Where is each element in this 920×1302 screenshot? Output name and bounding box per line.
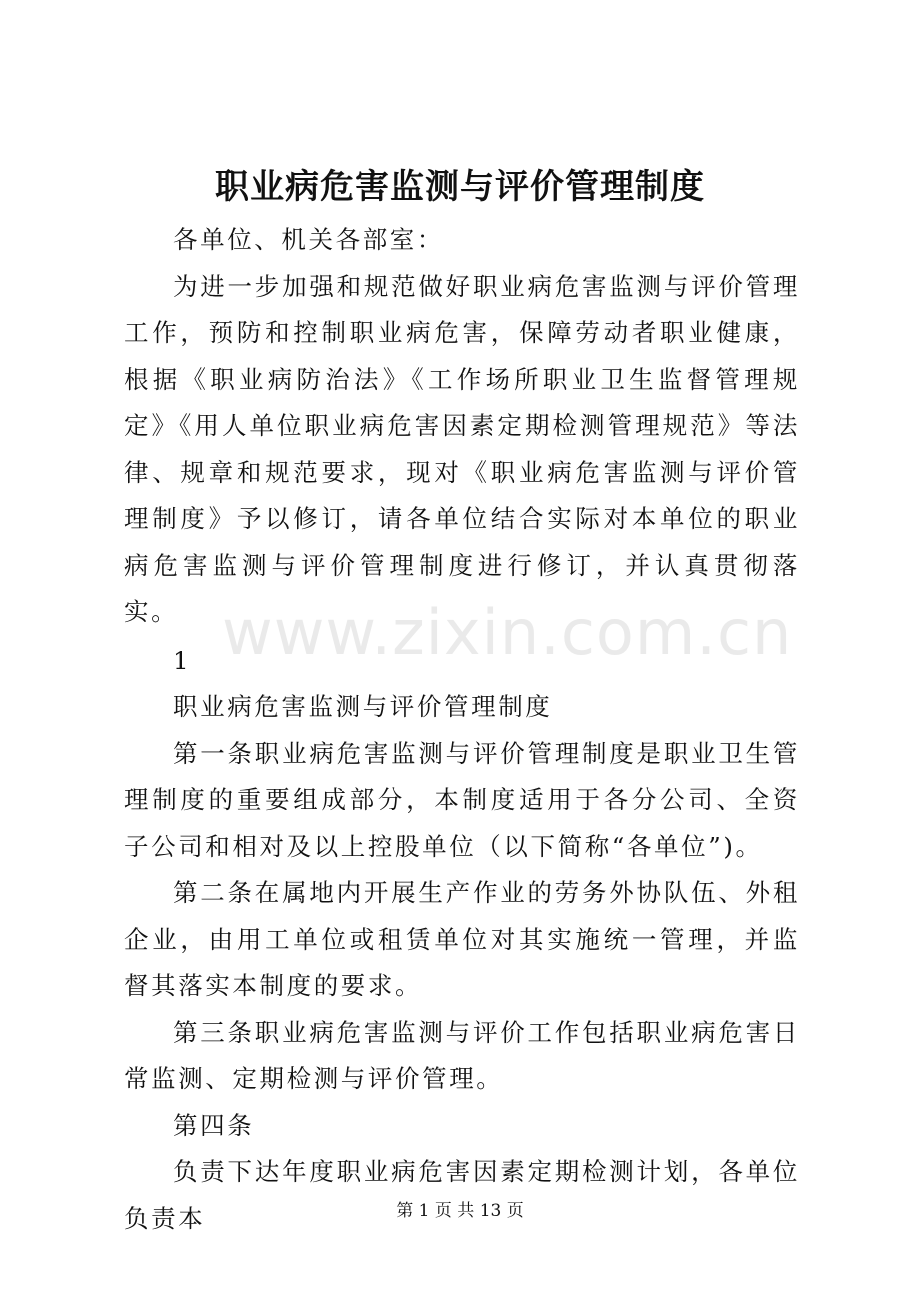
watermark: www.zixin.com.cn [222,596,793,669]
document-title: 职业病危害监测与评价管理制度 [215,167,705,207]
article-3: 第三条职业病危害监测与评价工作包括职业病危害日常监测、定期检测与评价管理。 [124,1017,800,1093]
section-number: 1 [173,645,192,675]
document-body [124,217,800,1242]
article-1: 第一条职业病危害监测与评价管理制度是职业卫生管理制度的重要组成部分，本制度适用于各分公司、全资子公司和相对及以上控股单位（以下简称“各单位”)。 [124,738,800,861]
section-heading: 职业病危害监测与评价管理制度 [173,692,553,721]
intro-paragraph: 为进一步加强和规范做好职业病危害监测与评价管理工作，预防和控制职业病危害，保障劳动者职业健康，根据《职业病防治法》《工作场所职业卫生监督管理规定》《用人单位职业病危害因素定期检测管理规范》等法律、规章和规范要求，现对《职业病危害监测与评价管理制度》予以修订，请各单位结合实际对本单位的职业病危害监测与评价管理制度进行修订，并认真贯彻落实。 [124,271,800,626]
page-footer: 第 1 页 共 13 页 [396,1201,524,1221]
salutation: 各单位、机关各部室： [173,225,444,254]
article-2: 第二条在属地内开展生产作业的劳务外协队伍、外租企业，由用工单位或租赁单位对其实施统一管理，并监督其落实本制度的要求。 [124,878,800,1000]
article-4-text: 负责下达年度职业病危害因素定期检测计划，各单位负责本 [124,1157,800,1233]
article-4-heading: 第四条 [173,1110,255,1140]
